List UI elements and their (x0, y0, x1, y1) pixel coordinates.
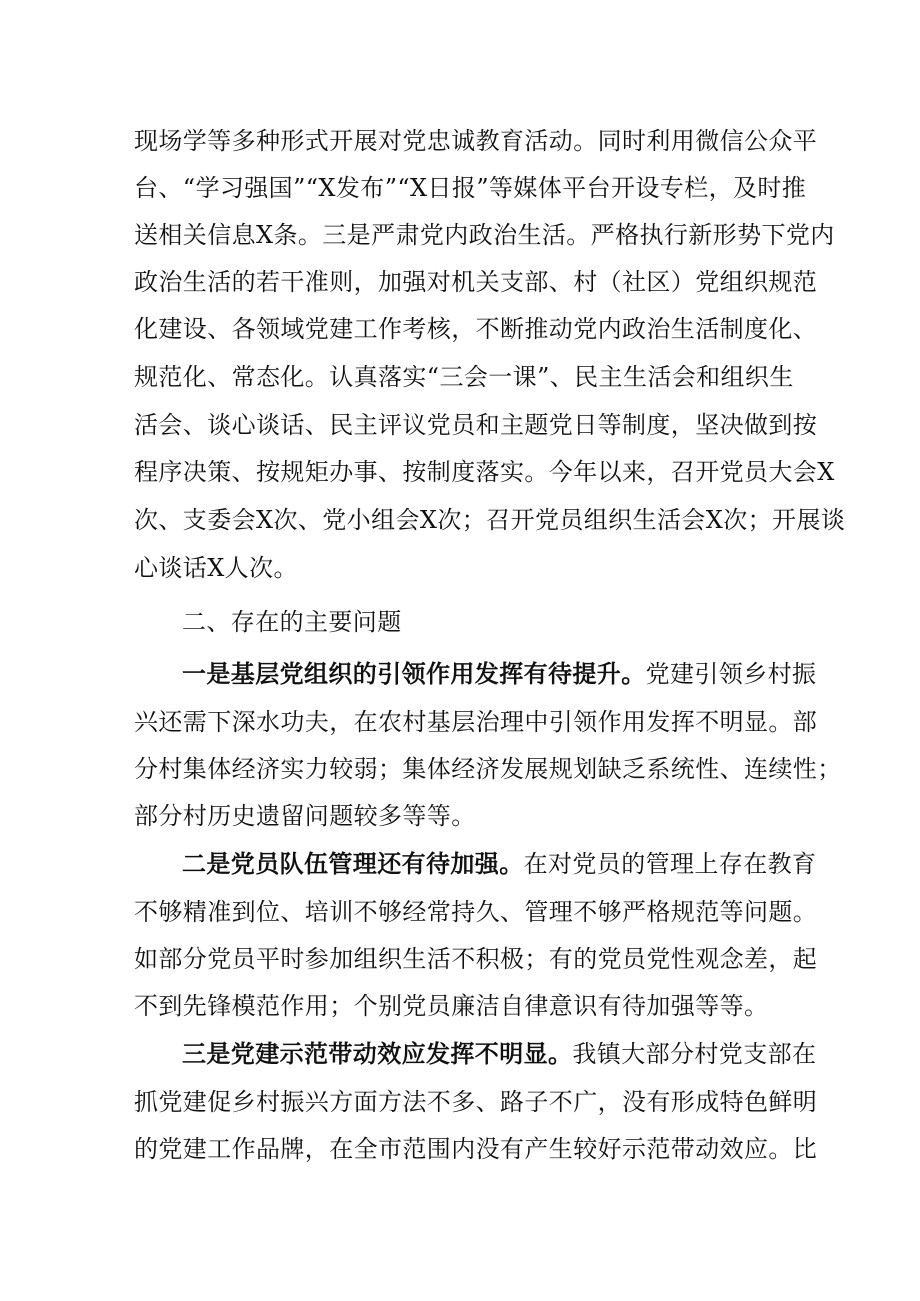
issue-2-lead: 二是党员队伍管理还有待加强。 (182, 849, 524, 878)
issue-1-first-line (182, 659, 817, 689)
body-line: 活会、谈心谈话、民主评议党员和主题党日等制度，坚决做到按 (134, 411, 818, 439)
body-line: 政治生活的若干准则，加强对机关支部、村（社区）党组织规范 (134, 268, 818, 296)
body-line: 程序决策、按规矩办事、按制度落实。今年以来，召开党员大会X (134, 458, 835, 486)
issue-2-rest: 在对党员的管理上存在教育 (523, 850, 817, 878)
body-line: 不到先锋模范作用；个别党员廉洁自律意识有待加强等等。 (134, 992, 769, 1020)
body-line: 心谈话X人次。 (134, 554, 298, 582)
section-heading: 二、存在的主要问题 (182, 608, 402, 636)
body-line: 送相关信息X条。三是严肃党内政治生活。严格执行新形势下党内 (134, 221, 835, 249)
body-line: 规范化、常态化。认真落实“三会一课”、民主生活会和组织生 (134, 363, 794, 391)
body-line: 如部分党员平时参加组织生活不积极；有的党员党性观念差，起 (134, 945, 818, 973)
body-line: 次、支委会X次、党小组会X次；召开党员组织生活会X次；开展谈 (134, 506, 846, 534)
issue-3-lead: 三是党建示范带动效应发挥不明显。 (182, 1039, 573, 1068)
body-line: 抓党建促乡村振兴方面方法不多、路子不广，没有形成特色鲜明 (134, 1088, 818, 1116)
issue-2-first-line (182, 849, 817, 879)
body-line: 化建设、各领域党建工作考核，不断推动党内政治生活制度化、 (134, 315, 818, 343)
issue-3-rest: 我镇大部分村党支部在 (572, 1040, 817, 1068)
body-line: 的党建工作品牌，在全市范围内没有产生较好示范带动效应。比 (134, 1135, 818, 1163)
issue-1-lead: 一是基层党组织的引领作用发挥有待提升。 (182, 659, 646, 688)
body-line: 兴还需下深水功夫，在农村基层治理中引领作用发挥不明显。部 (134, 708, 818, 736)
body-line: 不够精准到位、培训不够经常持久、管理不够严格规范等问题。 (134, 898, 818, 926)
issue-1-rest: 党建引领乡村振 (645, 660, 817, 688)
body-line: 现场学等多种形式开展对党忠诚教育活动。同时利用微信公众平 (134, 127, 818, 155)
issue-3-first-line (182, 1039, 817, 1069)
body-line: 分村集体经济实力较弱；集体经济发展规划缺乏系统性、连续性； (134, 755, 842, 783)
body-line: 部分村历史遗留问题较多等等。 (134, 802, 476, 830)
body-line: 台、“学习强国”“X发布”“X日报”等媒体平台开设专栏，及时推 (134, 174, 807, 202)
